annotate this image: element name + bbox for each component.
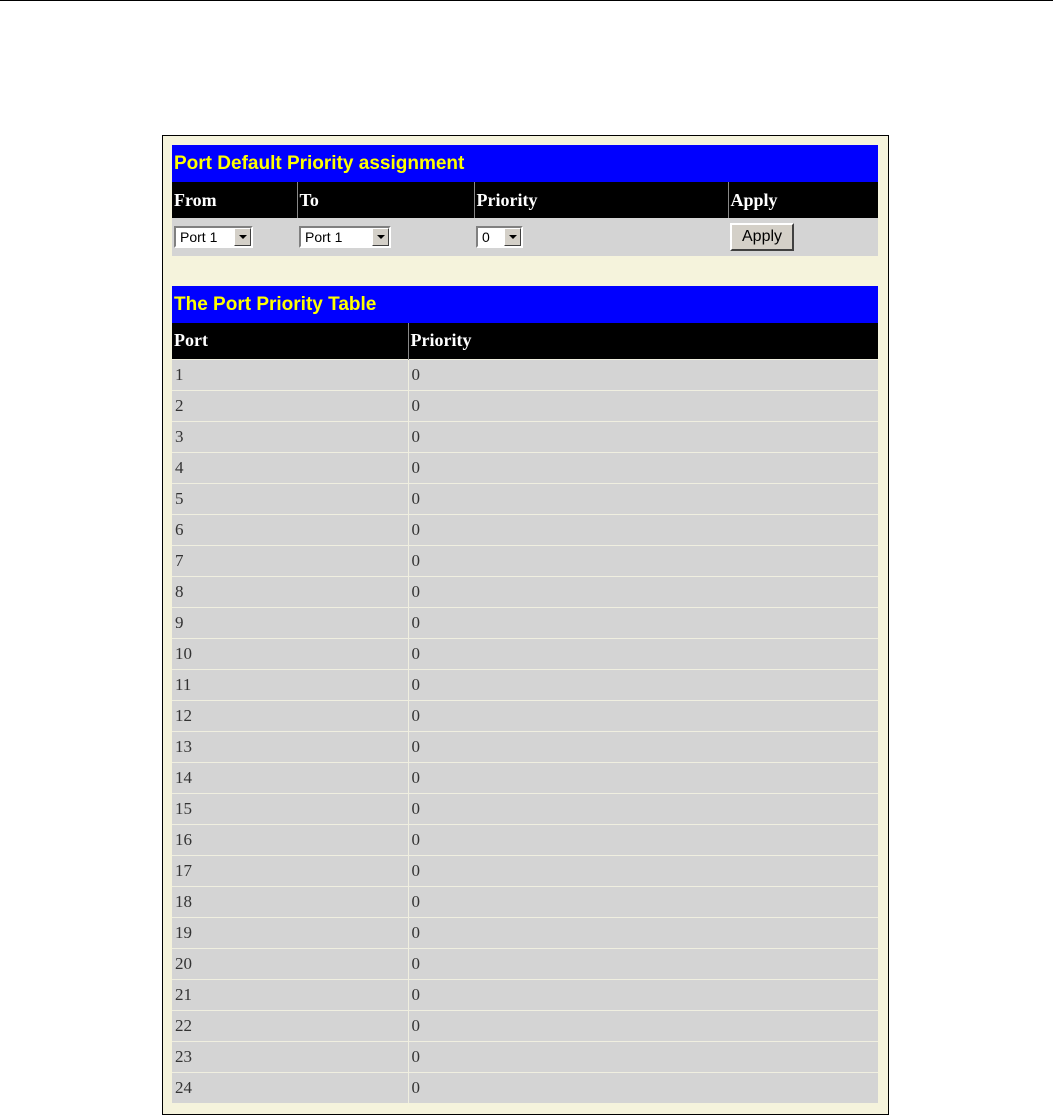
from-port-select[interactable]: Port 1: [174, 226, 253, 248]
table-row: [172, 917, 878, 948]
port-cell: 5: [172, 483, 408, 514]
priority-cell: 0: [408, 824, 878, 855]
port-priority-table: [172, 323, 878, 1103]
table-title: The Port Priority Table: [172, 286, 878, 323]
priority-cell: 0: [408, 1010, 878, 1041]
table-row: [172, 762, 878, 793]
priority-header: Priority: [474, 182, 728, 218]
assignment-title: Port Default Priority assignment: [172, 145, 878, 182]
section-spacer: [172, 256, 878, 286]
priority-assignment-panel: [172, 145, 878, 286]
port-cell: 12: [172, 700, 408, 731]
priority-select[interactable]: 0: [476, 226, 523, 248]
priority-cell: 0: [408, 917, 878, 948]
chevron-down-icon: [372, 228, 389, 246]
port-cell: 11: [172, 669, 408, 700]
priority-cell: 0: [408, 700, 878, 731]
table-row: [172, 669, 878, 700]
priority-cell: 0: [408, 979, 878, 1010]
table-row: [172, 731, 878, 762]
apply-header: Apply: [728, 182, 878, 218]
port-column-header: Port: [172, 323, 408, 359]
top-rule: [0, 0, 1053, 1]
priority-cell: 0: [408, 1072, 878, 1103]
port-cell: 23: [172, 1041, 408, 1072]
table-row: [172, 855, 878, 886]
priority-cell: 0: [408, 483, 878, 514]
priority-cell: 0: [408, 1041, 878, 1072]
to-port-select[interactable]: Port 1: [299, 226, 391, 248]
port-cell: 14: [172, 762, 408, 793]
port-cell: 18: [172, 886, 408, 917]
table-row: [172, 793, 878, 824]
table-row: [172, 576, 878, 607]
port-cell: 19: [172, 917, 408, 948]
port-cell: 10: [172, 638, 408, 669]
priority-cell: 0: [408, 421, 878, 452]
chevron-down-icon: [234, 228, 251, 246]
priority-cell: 0: [408, 855, 878, 886]
table-row: [172, 824, 878, 855]
table-row: [172, 979, 878, 1010]
priority-cell: 0: [408, 576, 878, 607]
port-cell: 3: [172, 421, 408, 452]
table-row: [172, 359, 878, 390]
port-cell: 9: [172, 607, 408, 638]
priority-cell: 0: [408, 514, 878, 545]
port-cell: 16: [172, 824, 408, 855]
priority-cell: 0: [408, 607, 878, 638]
table-row: [172, 421, 878, 452]
port-cell: 2: [172, 390, 408, 421]
port-cell: 15: [172, 793, 408, 824]
table-row: [172, 514, 878, 545]
port-cell: 22: [172, 1010, 408, 1041]
table-row: [172, 1010, 878, 1041]
table-row: [172, 1072, 878, 1103]
to-header: To: [297, 182, 474, 218]
port-cell: 24: [172, 1072, 408, 1103]
port-priority-table-panel: [172, 286, 878, 1103]
priority-cell: 0: [408, 638, 878, 669]
port-cell: 4: [172, 452, 408, 483]
port-cell: 8: [172, 576, 408, 607]
priority-cell: 0: [408, 731, 878, 762]
table-row: [172, 700, 878, 731]
priority-cell: 0: [408, 886, 878, 917]
table-row: [172, 483, 878, 514]
port-cell: 7: [172, 545, 408, 576]
port-cell: 1: [172, 359, 408, 390]
table-row: [172, 948, 878, 979]
apply-button[interactable]: Apply: [730, 223, 794, 251]
port-cell: 6: [172, 514, 408, 545]
priority-cell: 0: [408, 452, 878, 483]
port-cell: 21: [172, 979, 408, 1010]
from-header: From: [172, 182, 297, 218]
assignment-form: [172, 182, 878, 256]
priority-cell: 0: [408, 359, 878, 390]
priority-cell: 0: [408, 762, 878, 793]
priority-column-header: Priority: [408, 323, 878, 359]
table-row: [172, 886, 878, 917]
config-frame: [162, 135, 889, 1115]
table-row: [172, 638, 878, 669]
priority-cell: 0: [408, 793, 878, 824]
priority-cell: 0: [408, 669, 878, 700]
priority-cell: 0: [408, 390, 878, 421]
port-cell: 13: [172, 731, 408, 762]
priority-cell: 0: [408, 948, 878, 979]
table-row: [172, 607, 878, 638]
table-row: [172, 1041, 878, 1072]
port-cell: 17: [172, 855, 408, 886]
table-row: [172, 452, 878, 483]
table-row: [172, 390, 878, 421]
port-cell: 20: [172, 948, 408, 979]
chevron-down-icon: [504, 228, 521, 246]
table-row: [172, 545, 878, 576]
priority-cell: 0: [408, 545, 878, 576]
